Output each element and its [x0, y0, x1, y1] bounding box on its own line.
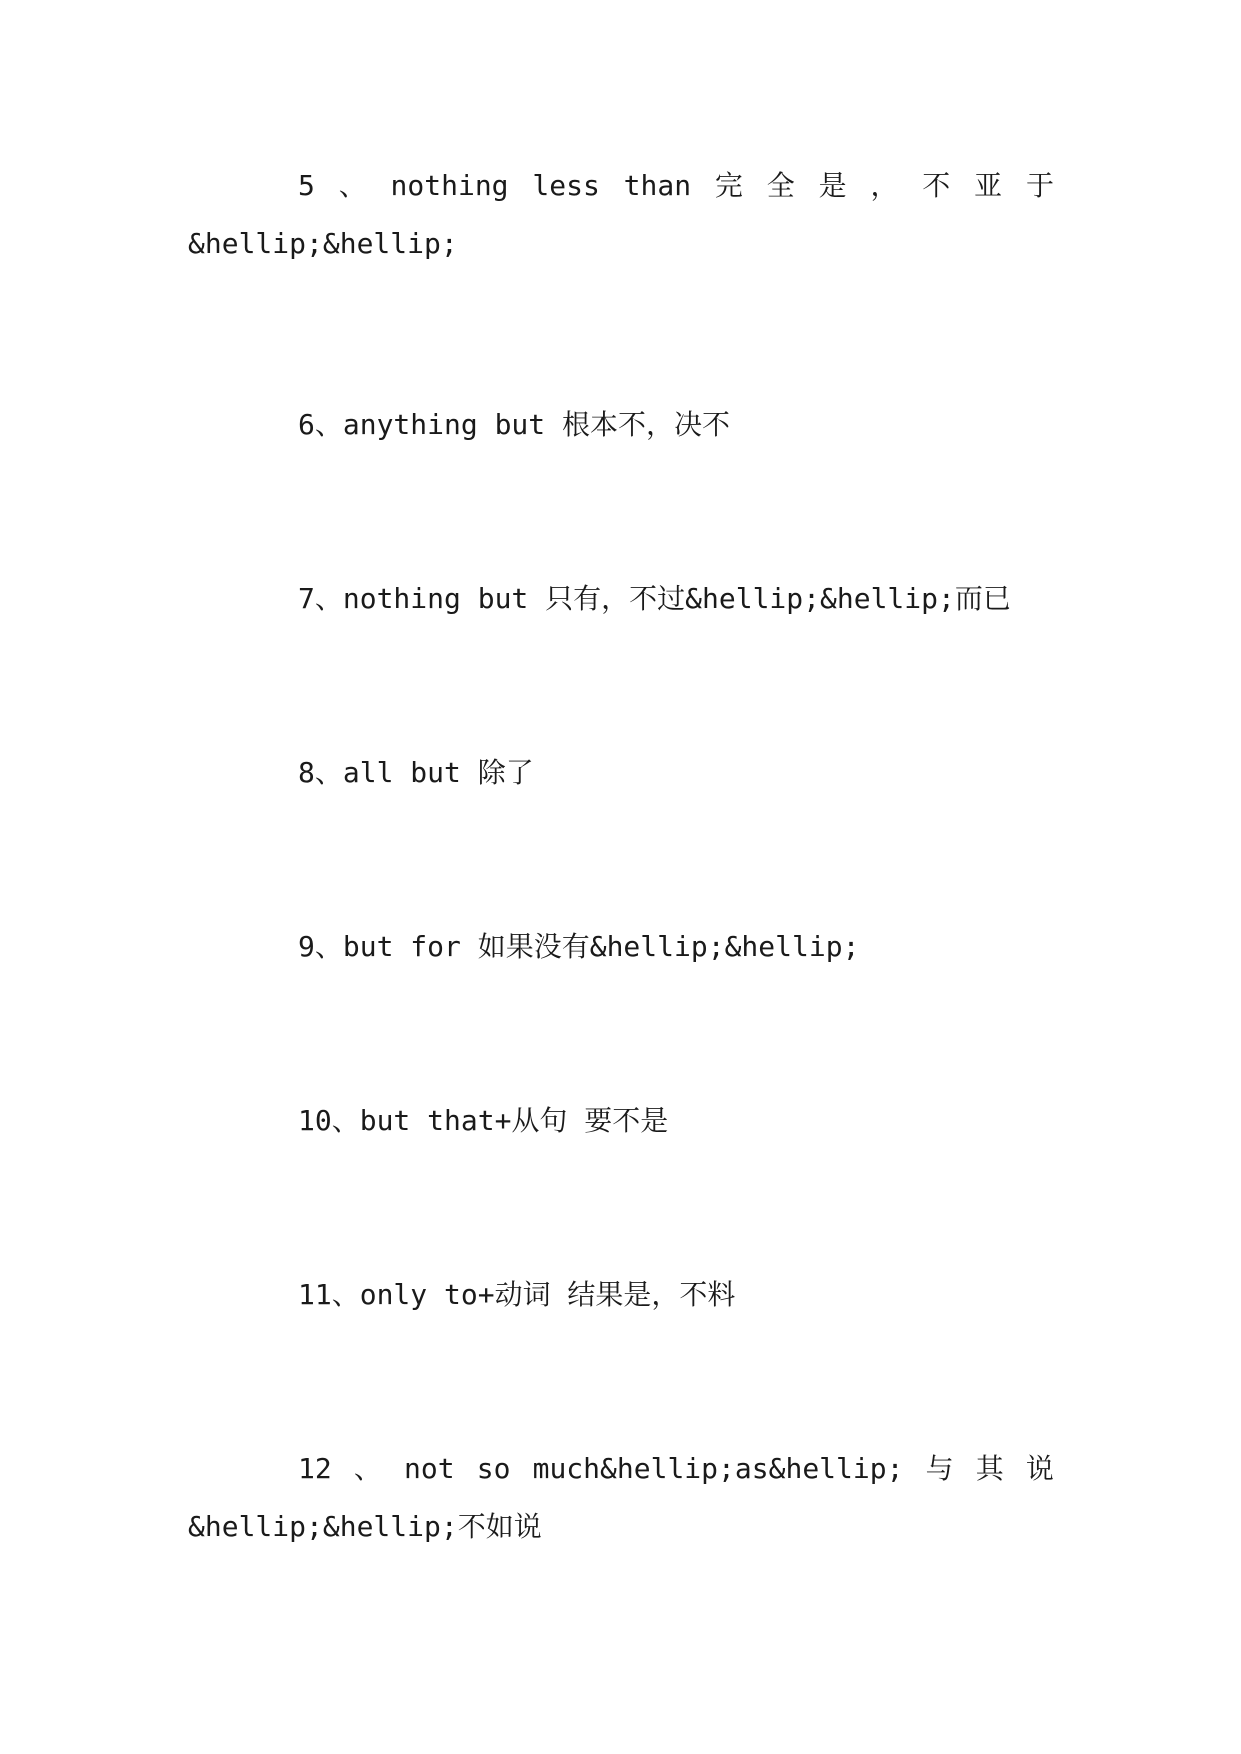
token: 5 [298, 169, 315, 202]
token: ， [870, 169, 899, 202]
list-item-12-line-1 [298, 1440, 1054, 1498]
token: 全 [766, 169, 795, 202]
token: 说 [1025, 1452, 1054, 1485]
list-item-7: 7、nothing but 只有，不过&hellip;&hellip;而已 [298, 582, 1011, 615]
list-item-10: 10、but that+从句 要不是 [298, 1104, 669, 1137]
list-item-6: 6、anything but 根本不，决不 [298, 408, 731, 441]
token: 12 [298, 1452, 332, 1485]
token: less [532, 169, 600, 202]
token: 其 [975, 1452, 1004, 1485]
token: 是 [818, 169, 847, 202]
token: so [476, 1452, 511, 1485]
token: 完 [714, 169, 743, 202]
list-item-12 [188, 1440, 1054, 1556]
token: 不 [922, 169, 951, 202]
token: nothing [390, 169, 509, 202]
list-item-5-line-1 [298, 157, 1054, 215]
token: 、 [338, 169, 367, 202]
list-item-5-line-2: &hellip;&hellip; [188, 227, 458, 260]
list-item-11: 11、only to+动词 结果是，不料 [298, 1278, 736, 1311]
token: than [623, 169, 692, 202]
list-item-12-line-2: &hellip;&hellip;不如说 [188, 1510, 542, 1543]
token: 与 [925, 1452, 954, 1485]
token: not [404, 1452, 455, 1485]
list-item-5 [188, 157, 1054, 273]
list-item-8: 8、all but 除了 [298, 756, 534, 789]
token: 、 [353, 1452, 382, 1485]
list-item-9: 9、but for 如果没有&hellip;&hellip; [298, 930, 860, 963]
token: much&hellip;as&hellip; [532, 1452, 904, 1485]
token: 于 [1025, 169, 1054, 202]
token: 亚 [974, 169, 1003, 202]
